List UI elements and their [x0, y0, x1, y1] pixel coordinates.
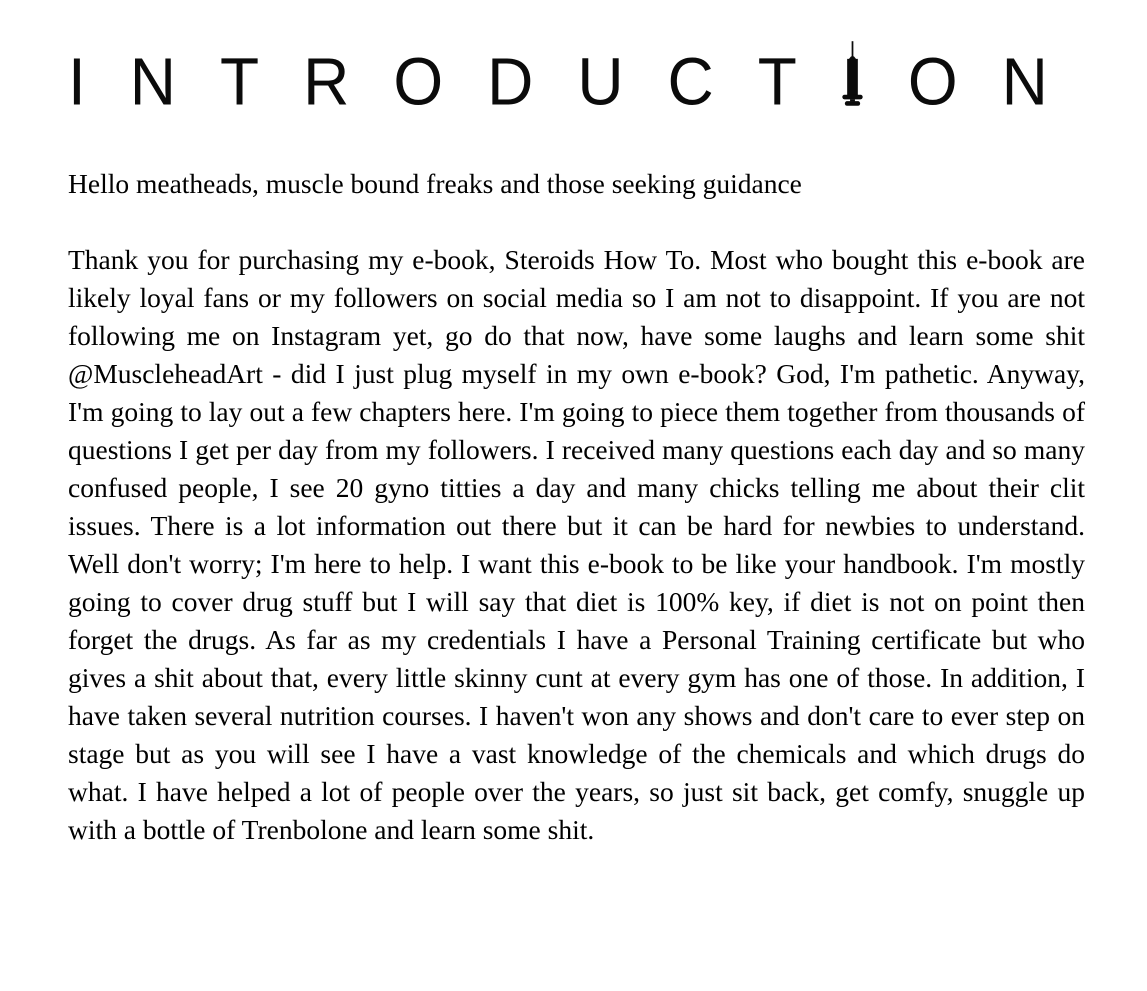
- intro-paragraph: Thank you for purchasing my e-book, Steroids How To. Most who bought this e-book are likely loyal fans or my followers on social media so I am not to disappoint. If you are not following me on Instagram yet, go do that now, have some laughs and learn some shit @MuscleheadArt - did I just plug myself in my own e-book? God, I'm pathetic. Anyway, I'm going to lay out a few chapters here. I'm going to piece them together from thousands of questions I get per day from my followers. I received many questions each day and so many confused people, I see 20 gyno titties a day and many chicks telling me about their clit issues. There is a lot information out there but it can be hard for newbies to understand. Well don't worry; I'm here to help. I want this e-book to be like your handbook. I'm mostly going to cover drug stuff but I will say that diet is 100% key, if diet is not on point then forget the drugs. As far as my credentials I have a Personal Training certificate but who gives a shit about that, every little skinny cunt at every gym has one of those. In addition, I have taken several nutrition courses. I haven't won any shows and don't care to ever step on stage but as you will see I have a vast knowledge of the chemicals and which drugs do what. I have helped a lot of people over the years, so just sit back, get comfy, snuggle up with a bottle of Trenbolone and learn some shit.: [68, 244, 1085, 845]
- chapter-title-text-after-syringe: ON: [907, 44, 1092, 120]
- syringe-icon: [841, 41, 864, 110]
- chapter-title-text-before-syringe: INTRODUCT: [68, 44, 841, 120]
- greeting-line: Hello meatheads, muscle bound freaks and those seeking guidance: [68, 168, 802, 199]
- chapter-title: [68, 36, 1092, 120]
